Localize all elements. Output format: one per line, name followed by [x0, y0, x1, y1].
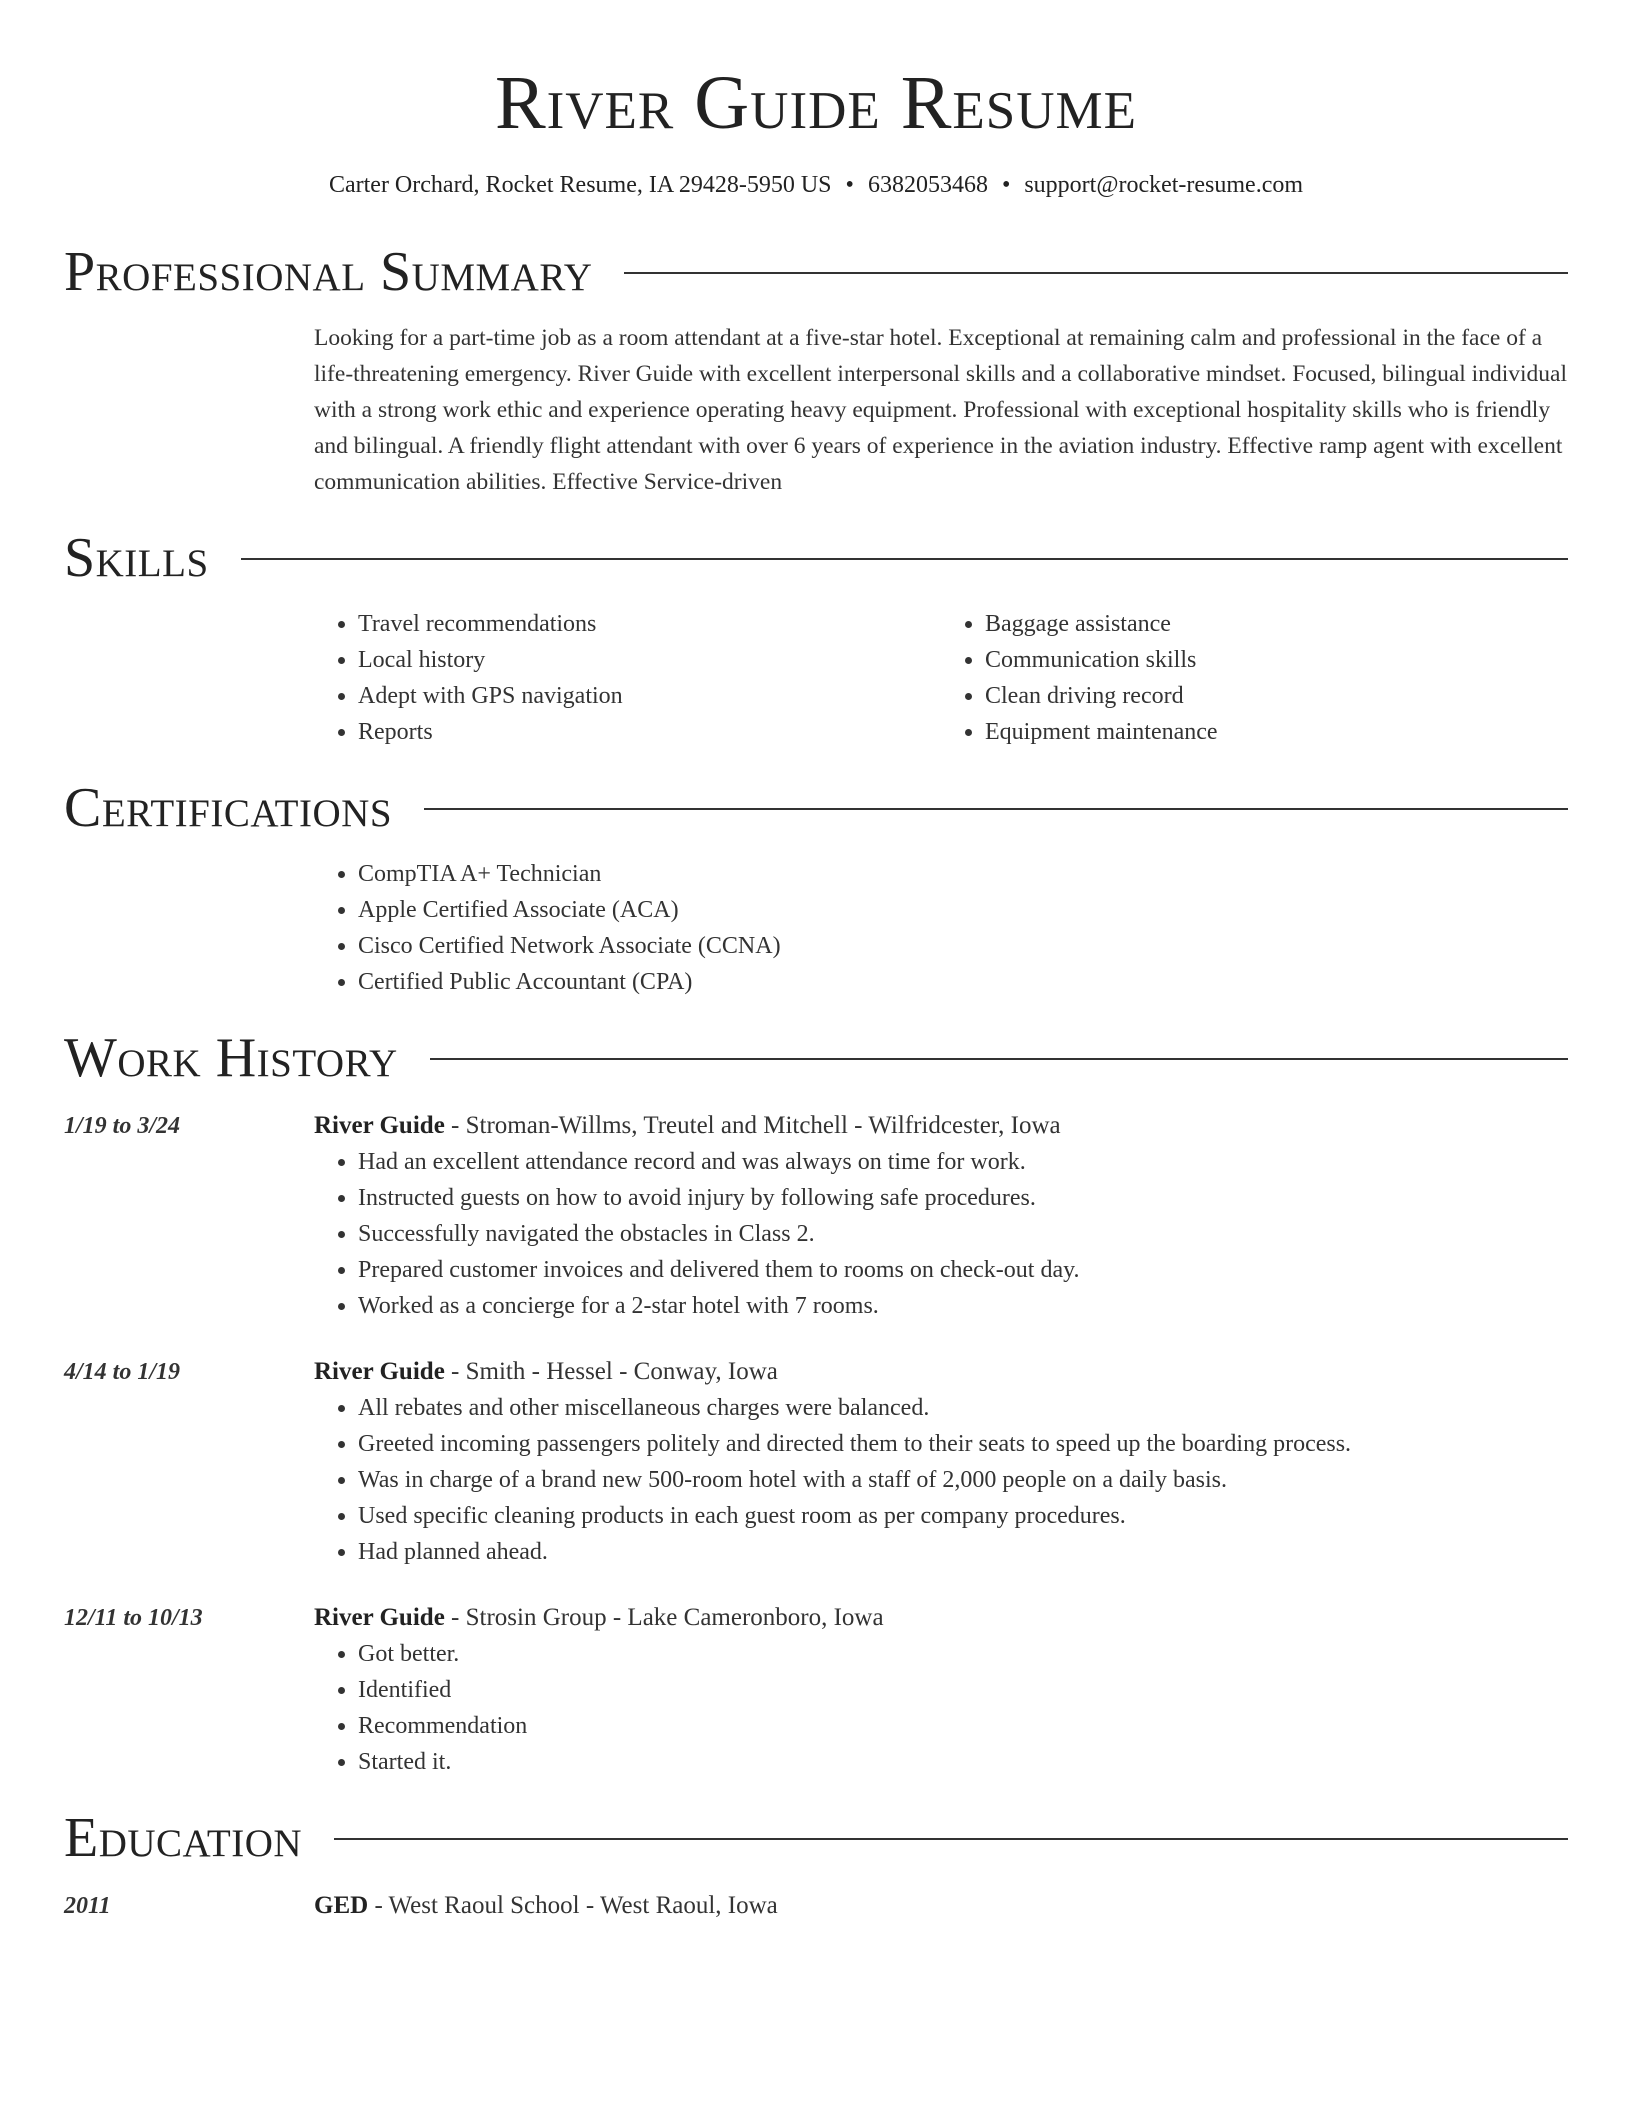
job-bullet: • Worked as a concierge for a 2-star hotel with 7 rooms. [358, 1288, 1568, 1324]
job-bullet: • Used specific cleaning products in each guest room as per company procedures. [358, 1498, 1568, 1534]
skill-item: • Clean driving record [985, 678, 1568, 714]
certification-item: • Cisco Certified Network Associate (CCNA) [358, 928, 1568, 964]
job-bullet: • Greeted incoming passengers politely and directed them to their seats to speed up the boarding process. [358, 1426, 1568, 1462]
contact-phone: 6382053468 [867, 172, 988, 198]
job-bullet: • Recommendation [358, 1708, 1568, 1744]
contact-email: support@rocket-resume.com [1024, 172, 1304, 198]
job-employer: - Strosin Group - Lake Cameronboro, Iowa [444, 1604, 884, 1631]
summary-section [64, 236, 1568, 500]
skills-list-right [941, 606, 1568, 750]
job-role: River Guide [314, 1604, 445, 1631]
job-dates: 12/11 to 10/13 [64, 1605, 203, 1631]
skill-item: • Equipment maintenance [985, 714, 1568, 750]
job-bullet: • Was in charge of a brand new 500-room hotel with a staff of 2,000 people on a daily basis. [358, 1462, 1568, 1498]
certifications-heading [64, 772, 1568, 844]
education-title: Education [64, 1807, 303, 1869]
section-divider [334, 1838, 1568, 1840]
job-bullet: • Had planned ahead. [358, 1534, 1568, 1570]
skills-list-left [314, 606, 941, 750]
certifications-list-wrap [314, 856, 1568, 1000]
contact-separator: • [1001, 172, 1011, 198]
certifications-list [314, 856, 1568, 1000]
section-divider [624, 272, 1568, 274]
job-body [314, 1108, 1568, 1324]
summary-text: Looking for a part-time job as a room attendant at a five-star hotel. Exceptional at remaining calm and professional in the face of a life-threatening emergency. River Guide with excellent interpersonal skills and a collaborative mindset. Focused, bilingual individual with a strong work ethic and experience operating heavy equipment. Professional with exceptional hospitality skills who is friendly and bilingual. A friendly flight attendant with over 6 years of experience in the aviation industry. Effective ramp agent with excellent communication abilities. Effective Service-driven [314, 325, 1567, 495]
job-dates: 1/19 to 3/24 [64, 1113, 181, 1139]
skill-item: • Reports [358, 714, 941, 750]
education-year: 2011 [64, 1893, 111, 1919]
skill-item: • Baggage assistance [985, 606, 1568, 642]
job-employer: - Stroman-Willms, Treutel and Mitchell - Wilfridcester, Iowa [444, 1112, 1061, 1139]
job-body [314, 1354, 1568, 1570]
certifications-section [64, 772, 1568, 1000]
education-school: - West Raoul School - West Raoul, Iowa [368, 1892, 778, 1919]
resume-title: River Guide Resume [494, 61, 1138, 145]
certification-item: • CompTIA A+ Technician [358, 856, 1568, 892]
job-bullet: • Successfully navigated the obstacles in Class 2. [358, 1216, 1568, 1252]
education-degree: GED [314, 1892, 369, 1919]
job-title-line [314, 1600, 1568, 1636]
education-section [64, 1802, 1568, 1924]
summary-heading [64, 236, 1568, 308]
education-heading [64, 1802, 1568, 1874]
skills-heading [64, 522, 1568, 594]
skill-item: • Communication skills [985, 642, 1568, 678]
skill-item: • Adept with GPS navigation [358, 678, 941, 714]
job-bullet: • Identified [358, 1672, 1568, 1708]
job-bullets [314, 1390, 1568, 1570]
certification-item: • Apple Certified Associate (ACA) [358, 892, 1568, 928]
job-title-line [314, 1354, 1568, 1390]
work-history-heading [64, 1022, 1568, 1094]
job-bullet: • Started it. [358, 1744, 1568, 1780]
contact-address: Carter Orchard, Rocket Resume, IA 29428-5950 US [328, 172, 832, 198]
job-bullets [314, 1144, 1568, 1324]
certification-item: • Certified Public Accountant (CPA) [358, 964, 1568, 1000]
education-body [314, 1888, 1568, 1924]
work-history-title: Work History [64, 1027, 398, 1089]
skill-item: • Travel recommendations [358, 606, 941, 642]
job-bullet: • Prepared customer invoices and delivered them to rooms on check-out day. [358, 1252, 1568, 1288]
certifications-title: Certifications [64, 777, 393, 839]
section-divider [424, 808, 1568, 810]
job-bullets [314, 1636, 1568, 1780]
skills-title: Skills [64, 527, 209, 589]
work-history-section [64, 1022, 1568, 1780]
job-employer: - Smith - Hessel - Conway, Iowa [444, 1358, 778, 1385]
contact-line [64, 170, 1568, 200]
summary-title: Professional Summary [64, 241, 593, 303]
job-role: River Guide [314, 1112, 445, 1139]
skill-item: • Local history [358, 642, 941, 678]
job-bullet: • Got better. [358, 1636, 1568, 1672]
job-bullet: • All rebates and other miscellaneous charges were balanced. [358, 1390, 1568, 1426]
job-entry [64, 1600, 1568, 1780]
job-body [314, 1600, 1568, 1780]
skills-section [64, 522, 1568, 750]
job-bullet: • Instructed guests on how to avoid injury by following safe procedures. [358, 1180, 1568, 1216]
education-line [314, 1888, 1568, 1924]
skills-grid [314, 606, 1568, 750]
job-role: River Guide [314, 1358, 445, 1385]
job-bullet: • Had an excellent attendance record and was always on time for work. [358, 1144, 1568, 1180]
section-divider [241, 558, 1568, 560]
job-entry [64, 1354, 1568, 1570]
job-title-line [314, 1108, 1568, 1144]
education-entry [64, 1888, 1568, 1924]
job-dates: 4/14 to 1/19 [64, 1359, 181, 1385]
contact-separator: • [845, 172, 854, 198]
job-entry [64, 1108, 1568, 1324]
section-divider [430, 1058, 1568, 1060]
